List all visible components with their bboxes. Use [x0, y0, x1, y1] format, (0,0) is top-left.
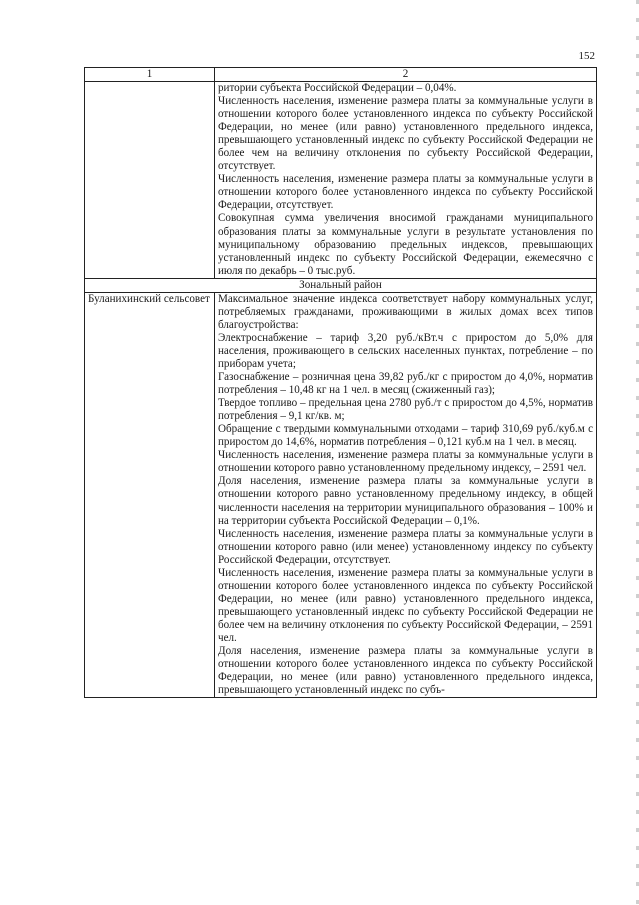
- paragraph: Численность населения, изменение размера платы за коммунальные услуги в отношении которого равно установленному предельному индексу, – 2591 чел.: [218, 449, 593, 475]
- column-header-1: 1: [85, 68, 215, 82]
- row-content-cell: [215, 82, 597, 279]
- paragraph: Электроснабжение – тариф 3,20 руб./кВт.ч с приростом до 5,0% для населения, проживающего в сельских населенных пунктах, потребление – по приборам учета;: [218, 331, 593, 370]
- paragraph: Численность населения, изменение размера платы за коммунальные услуги в отношении которого более установленного индекса по субъекту Российской Федерации, но менее (или равно) установленного предельного индекса, превышающего установленный индекс по субъекту Российской Федерации не более чем на величину отклонения по субъекту Российской Федерации, – 2591 чел.: [218, 566, 593, 644]
- paragraph: ритории субъекта Российской Федерации – 0,04%.: [218, 82, 457, 94]
- column-header-2: 2: [215, 68, 597, 82]
- row-label-cell: [85, 82, 215, 279]
- paragraph: Доля населения, изменение размера платы за коммунальные услуги в отношении которого равно установленному предельному индексу, в общей численности населения на территории муниципального образования – 100% и на территории субъекта Российской Федерации – 0,1%.: [218, 475, 593, 527]
- paragraph: Обращение с твердыми коммунальными отходами – тариф 310,69 руб./куб.м с приростом до 14,6%, норматив потребления – 0,121 куб.м на 1 чел. в месяц.: [218, 423, 593, 449]
- paragraph: Численность населения, изменение размера платы за коммунальные услуги в отношении которого более установленного индекса по субъекту Российской Федерации, отсутствует.: [218, 173, 593, 212]
- paragraph: Доля населения, изменение размера платы за коммунальные услуги в отношении которого более установленного индекса по субъекту Российской Федерации, но менее (или равно) установленного предельного индекса, превышающего установленный индекс по субъ-: [218, 645, 593, 697]
- zone-label: Зональный район: [85, 278, 597, 292]
- row-content-cell: [215, 292, 597, 697]
- header-row: [85, 68, 597, 82]
- paragraph: Совокупная сумма увеличения вносимой гражданами муниципального образования платы за коммунальные услуги в результате установления по муниципальному образованию предельных индексов, превышающих установленный индекс по субъекту Российской Федерации, ежемесячно с июля по декабрь – 0 тыс.руб.: [218, 212, 593, 277]
- paragraph: Твердое топливо – предельная цена 2780 руб./т с приростом до 4,5%, норматив потребления – 9,1 кг/кв. м;: [218, 397, 593, 423]
- document-table: [84, 67, 597, 698]
- paragraph: Численность населения, изменение размера платы за коммунальные услуги в отношении которого равно (или менее) установленному индексу по субъекту Российской Федерации, отсутствует.: [218, 527, 593, 566]
- table-row: [85, 82, 597, 279]
- municipality-name: Буланихинский сельсовет: [85, 292, 215, 697]
- paragraph: Численность населения, изменение размера платы за коммунальные услуги в отношении которого более установленного индекса по субъекту Российской Федерации, но менее (или равно) установленного предельного индекса, превышающего установленный индекс по субъекту Российской Федерации не более чем на величину отклонения по субъекту Российской Федерации, отсутствует.: [218, 95, 593, 173]
- paragraph: Газоснабжение – розничная цена 39,82 руб./кг с приростом до 4,0%, норматив потребления – 10,48 кг на 1 чел. в месяц (сжиженный газ);: [218, 371, 593, 397]
- page-number: 152: [578, 50, 595, 62]
- zone-row: [85, 278, 597, 292]
- paragraph: Максимальное значение индекса соответствует набору коммунальных услуг, потребляемых гражданами, проживающими в жилых домах всех типов благоустройства:: [218, 292, 593, 331]
- table-row: [85, 292, 597, 697]
